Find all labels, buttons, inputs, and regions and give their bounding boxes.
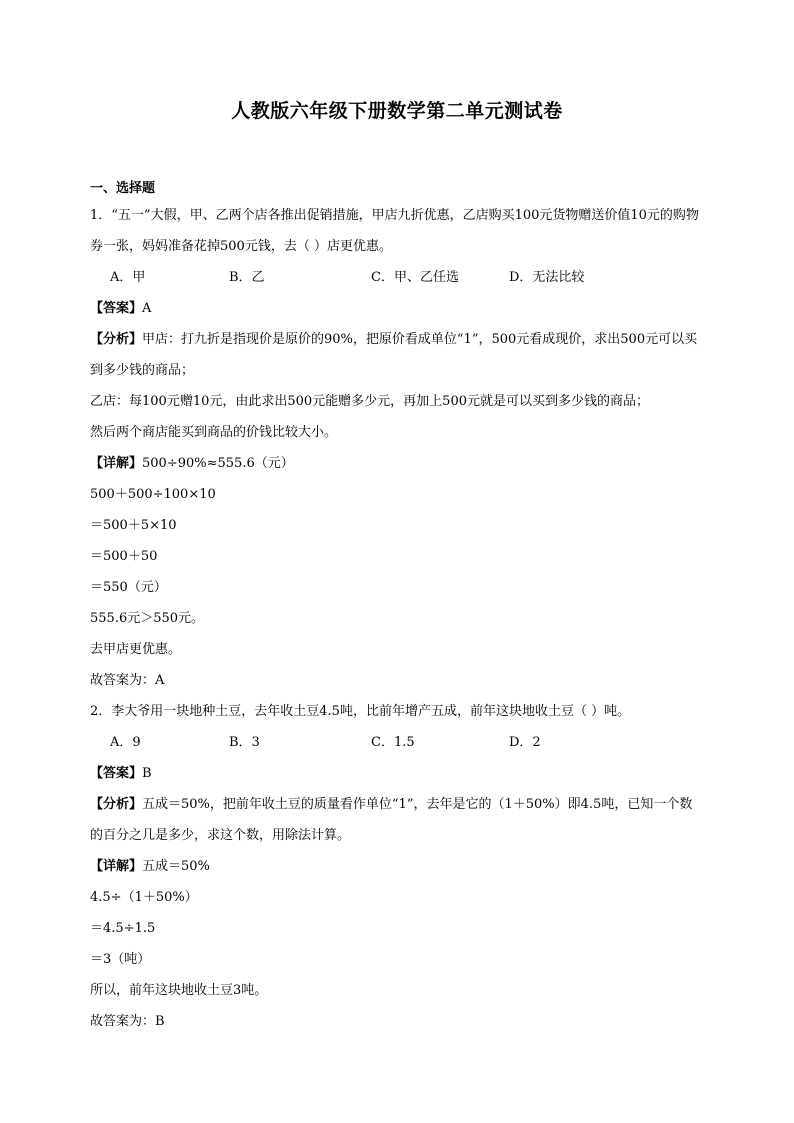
answer-value: A bbox=[142, 301, 152, 316]
options-row bbox=[90, 262, 702, 293]
detail-line bbox=[90, 448, 702, 479]
answer-line bbox=[90, 758, 702, 789]
option-d: D．2 bbox=[509, 735, 541, 750]
analysis-tag: 【分析】 bbox=[90, 797, 143, 812]
detail-tag: 【详解】 bbox=[90, 456, 143, 471]
option-c: C．甲、乙任选 bbox=[371, 270, 459, 285]
analysis-tag: 【分析】 bbox=[90, 332, 143, 347]
answer-tag: 【答案】 bbox=[90, 301, 143, 316]
answer-value: B bbox=[142, 766, 152, 781]
section-heading: 一、选择题 bbox=[90, 181, 156, 196]
calc-line: 500＋500÷100×10 bbox=[90, 487, 216, 502]
detail-line bbox=[90, 851, 702, 882]
option-a: A．甲 bbox=[110, 270, 146, 285]
analysis-text: 甲店：打九折是指现价是原价的90%，把原价看成单位“1”，500元看成现价，求出500元可以买到多少钱的商品； bbox=[90, 332, 698, 378]
calc-line: 4.5÷（1＋50%） bbox=[90, 890, 198, 905]
calc-line: 去甲店更优惠。 bbox=[90, 642, 182, 657]
option-a: A．9 bbox=[110, 735, 141, 750]
options-row bbox=[90, 727, 702, 758]
detail-tag: 【详解】 bbox=[90, 859, 143, 874]
analysis-text: 五成＝50%，把前年收土豆的质量看作单位“1”，去年是它的（1＋50%）即4.5吨，已知一个数的百分之几是多少，求这个数，用除法计算。 bbox=[90, 797, 693, 843]
option-d: D．无法比较 bbox=[509, 270, 585, 285]
calc-line: 所以，前年这块地收土豆3吨。 bbox=[90, 983, 268, 998]
question-1 bbox=[90, 200, 702, 696]
analysis-line: 然后两个商店能买到商品的价钱比较大小。 bbox=[90, 425, 338, 440]
question-2 bbox=[90, 696, 702, 1037]
answer-tag: 【答案】 bbox=[90, 766, 143, 781]
calc-line: ＝500＋5×10 bbox=[90, 518, 177, 533]
option-c: C．1.5 bbox=[371, 735, 415, 750]
calc-line: ＝500＋50 bbox=[90, 549, 158, 564]
calc-line: ＝550（元） bbox=[90, 580, 167, 595]
calc-line: ＝3（吨） bbox=[90, 952, 151, 967]
document-body bbox=[90, 178, 702, 1037]
analysis-line: 乙店：每100元赠10元，由此求出500元能赠多少元，再加上500元就是可以买到多少钱的商品； bbox=[90, 394, 649, 409]
calc-line: 555.6元＞550元。 bbox=[90, 611, 205, 626]
analysis-line bbox=[90, 324, 702, 386]
page-title: 人教版六年级下册数学第二单元测试卷 bbox=[231, 100, 563, 122]
final-answer-line: 故答案为：B bbox=[90, 1014, 165, 1029]
calc-line: ＝4.5÷1.5 bbox=[90, 921, 156, 936]
detail-text: 五成＝50% bbox=[142, 859, 210, 874]
analysis-line bbox=[90, 789, 702, 851]
option-b: B．乙 bbox=[229, 270, 265, 285]
question-text: 2．李大爷用一块地种土豆，去年收土豆4.5吨，比前年增产五成，前年这块地收土豆（ ）吨。 bbox=[90, 704, 631, 719]
answer-line bbox=[90, 293, 702, 324]
option-b: B．3 bbox=[229, 735, 260, 750]
final-answer-line: 故答案为：A bbox=[90, 673, 165, 688]
question-text: 1．“五一”大假，甲、乙两个店各推出促销措施，甲店九折优惠，乙店购买100元货物赠送价值10元的购物券一张，妈妈准备花掉500元钱，去（ ）店更优惠。 bbox=[90, 208, 699, 254]
detail-text: 500÷90%≈555.6（元） bbox=[142, 456, 294, 471]
